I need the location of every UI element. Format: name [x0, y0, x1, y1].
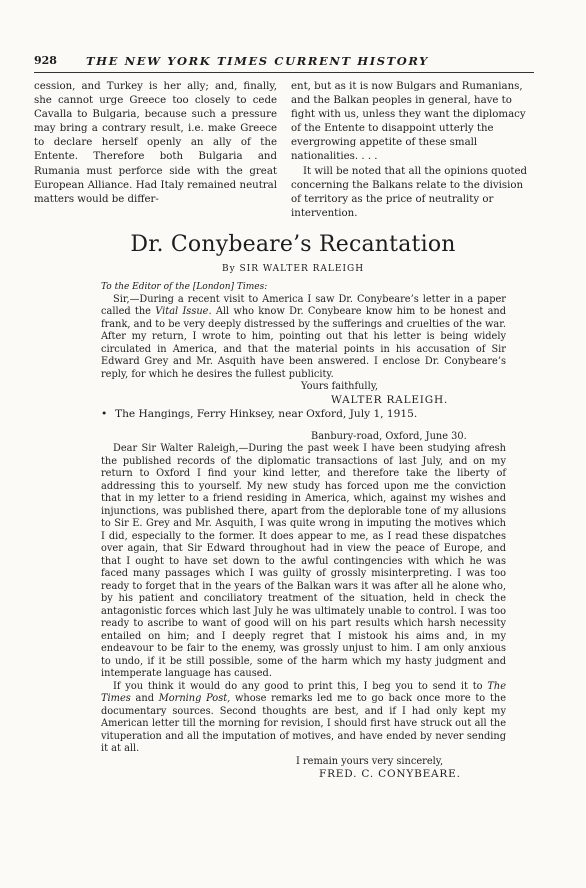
salutation-to-editor	[101, 281, 506, 294]
raleigh-place-date	[101, 408, 506, 421]
conybeare-p2-part-b: whose remarks led me to go back once more to the documentary sources. Second thoughts are best, and if I had only kept my American letter till the morning for revision, I should first have struck out all the vituperation and all the imputation of motives, and have ended by never sending it at all.	[101, 693, 506, 754]
conybeare-p2-part-a: If you think it would do any good to print this, I beg you to send it to	[113, 680, 488, 692]
bullet-mark: •	[101, 408, 108, 420]
raleigh-signature: WALTER RALEIGH.	[331, 393, 449, 406]
right-column-paragraph-1: ent, but as it is now Bulgars and Rumanians, and the Balkan peoples in general, have to fight with us, unless they want the diplomacy of the Entente to disappoint utterly the evergrowing appetite of these small nationalities. . . .	[291, 81, 526, 163]
conybeare-signature: FRED. C. CONYBEARE.	[319, 768, 461, 780]
page-header	[34, 54, 534, 70]
left-column-paragraph: cession, and Turkey is her ally; and, finally, she cannot urge Greece too closely to cede Cavalla to Bulgaria, because such a pressure may bring a contrary result, i.e. make Greece to declare herself openly an ally of the Entente. Therefore both Bulgaria and Rumania must perforce side with the great European Alliance. Had Italy remained neutral matters would be differ-	[34, 81, 277, 205]
place-date-text: The Hangings, Ferry Hinksey, near Oxford, July 1, 1915.	[115, 408, 418, 420]
morning-post-title: Morning Post,	[158, 693, 231, 704]
left-column	[34, 80, 277, 207]
to-editor-prefix: To the Editor of the	[101, 282, 193, 292]
running-title: THE NEW YORK TIMES CURRENT HISTORY	[86, 54, 429, 68]
page-number: 928	[34, 54, 57, 67]
raleigh-letter-part-a: Sir,—During a recent visit to America I saw Dr. Conybeare’s letter in a paper called the	[101, 293, 506, 317]
to-editor-paper: [London] Times:	[192, 282, 268, 292]
article-byline: By SIR WALTER RALEIGH	[221, 264, 365, 274]
times-title: The Times	[101, 680, 506, 704]
header-rule	[34, 72, 534, 73]
raleigh-closing: Yours faithfully,	[301, 381, 379, 392]
article-title: Dr. Conybeare’s Recantation	[130, 232, 456, 257]
right-column	[291, 80, 534, 221]
conybeare-closing: I remain yours very sincerely,	[296, 755, 444, 767]
conybeare-paragraph-1: Dear Sir Walter Raleigh,—During the past week I have been studying afresh the published records of the diplomatic transactions of last July, and on my return to Oxford I find your kind letter, and therefore take the liberty of addressing this to yourself. My new study has forced upon me the conviction that in my letter to a friend residing in America, which, against my wishes and injunctions, was published there, apart from the deplorable tone of my allusions to Sir E. Grey and Mr. Asquith, I was quite wrong in imputing the motives which I did, especially to the former. It does appear to me, as I read these dispatches over again, that Sir Edward throughout had in view the peace of Europe, and that I ought to have set down to the awful contingencies with which he was faced many passages which I was guilty of grossly misinterpreting. I was too ready to forget that in the years of the Balkan wars it was after all he alone who, by his patient and conciliatory treatment of the situation, held in check the antagonistic forces which last July he was ultimately unable to control. I was too ready to ascribe to want of good will on his part results which harsh necessity entailed on him; and I deeply regret that I mistook his aims and, in my endeavour to be fair to the enemy, was grossly unjust to him. I am only anxious to undo, if it be still possible, some of the harm which my hasty judgment and intemperate language has caused.	[101, 443, 506, 679]
conybeare-and: and	[130, 693, 159, 704]
conybeare-paragraph-2	[101, 681, 506, 756]
raleigh-letter-part-b: All who know Dr. Conybeare know him to be honest and frank, and to be very deeply distressed by the sufferings and cruelties of the war. After my return, I wrote to him, pointing out that his letter is being widely circulated in America, and that the material points in his accusation of Sir Edward Grey and Mr. Asquith have been answered. I enclose Dr. Conybeare’s reply, for which he desires the fullest publicity.	[101, 306, 506, 380]
raleigh-letter	[101, 294, 506, 382]
right-column-paragraph-2: It will be noted that all the opinions quoted concerning the Balkans relate to the division of territory as the price of neutrality or intervention.	[291, 165, 528, 219]
letters-body	[101, 281, 506, 781]
vital-issue-title: Vital Issue.	[155, 306, 212, 317]
conybeare-dateline: Banbury-road, Oxford, June 30.	[311, 430, 467, 442]
